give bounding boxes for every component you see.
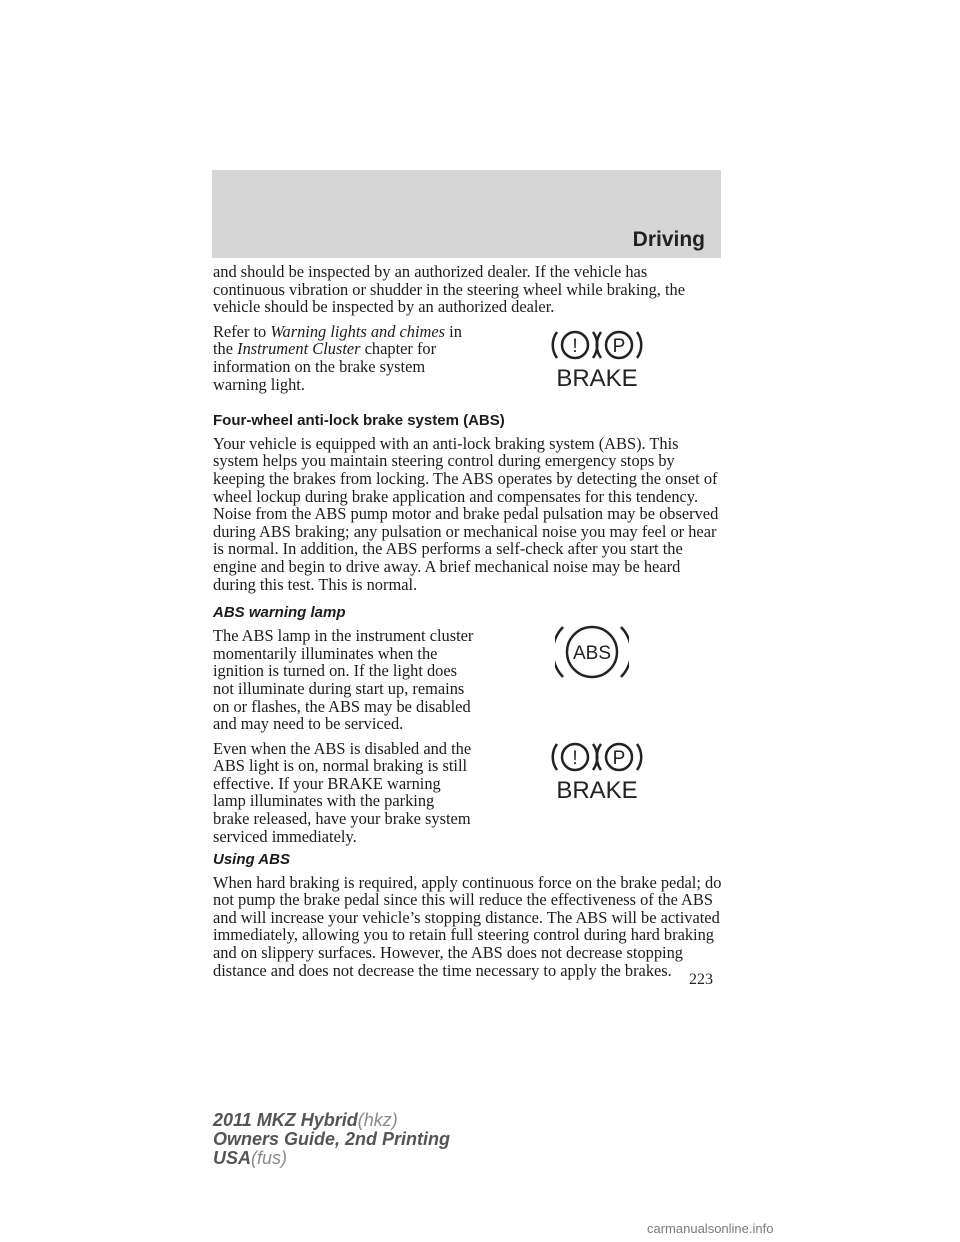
exclaim-glyph: ! (572, 747, 578, 769)
footer-model: 2011 MKZ Hybrid (213, 1110, 358, 1130)
brake-warning-icon (529, 326, 649, 392)
brake-warning-icon-2 (529, 738, 649, 804)
heading-using-abs: Using ABS (213, 850, 290, 868)
footer-region: USA (213, 1148, 252, 1168)
abs-lamp-block (213, 627, 723, 733)
section-header (212, 170, 721, 258)
watermark: carmanualsonline.info (647, 1221, 774, 1236)
section-title: Driving (632, 228, 705, 251)
intro-paragraph: and should be inspected by an authorized dealer. If the vehicle has continuous vibration or shudder in the steering wheel while braking, the vehicle should be inspected by an authorized dealer. (213, 262, 686, 317)
heading-abs: Four-wheel anti-lock brake system (ABS) (213, 411, 505, 429)
heading-abs-warning-lamp: ABS warning lamp (213, 604, 346, 622)
abs-paragraph: Your vehicle is equipped with an anti-lock braking system (ABS). This system helps you maintain steering control during emergency stops by keeping the brakes from locking. The ABS operates by detecting the onset of wheel lockup during brake application and compensates for this tendency. Noise from the ABS pump motor and brake pedal pulsation may be observed during ABS braking; any pulsation or mechanical noise you may feel or hear is normal. In addition, the ABS performs a self-check after you start the engine and begin to drive away. A brief mechanical noise may be heard during this test. This is normal. (213, 433, 719, 594)
page-content (213, 263, 723, 986)
footer-guide: Owners Guide, 2nd Printing (213, 1129, 451, 1149)
page-number: 223 (689, 971, 713, 988)
brake-label: BRAKE (556, 364, 638, 392)
document-footer (213, 1111, 450, 1168)
abs-warning-icon (555, 621, 629, 687)
p-glyph: P (612, 747, 626, 769)
cross-reference-link[interactable]: Warning lights and chimes (270, 321, 446, 341)
abs-label: ABS (572, 643, 612, 665)
footer-model-code: (hkz) (357, 1110, 398, 1130)
abs-lamp-paragraph: The ABS lamp in the instrument cluster momentarily illuminates when the ignition is turned on. If the light does not illuminate during start up, remains on or flashes, the ABS may be disabled and may need to be serviced. (213, 626, 474, 734)
footer-region-code: (fus) (251, 1148, 288, 1168)
refer-paragraph: Refer to Warning lights and chimes in the Instrument Cluster chapter for information on the brake system warning light. (213, 321, 462, 394)
disabled-paragraph: Even when the ABS is disabled and the ABS light is on, normal braking is still effective. If your BRAKE warning lamp illuminates with the parking brake released, have your brake system serviced immediately. (213, 738, 472, 846)
cross-reference-chapter[interactable]: Instrument Cluster (237, 339, 361, 359)
brake-disabled-block (213, 738, 723, 846)
exclaim-glyph: ! (572, 335, 578, 357)
using-abs-paragraph: When hard braking is required, apply continuous force on the brake pedal; do not pump the brake pedal since this will reduce the effectiveness of the ABS and will increase your vehicle’s stopping distance. The ABS will be activated immediately, allowing you to retain full steering control during hard braking and on slippery surfaces. However, the ABS does not decrease stopping distance and does not decrease the time necessary to apply the brakes. (213, 872, 722, 980)
p-glyph: P (612, 335, 626, 357)
brake-refer-block (213, 323, 723, 401)
brake-label: BRAKE (556, 776, 638, 804)
